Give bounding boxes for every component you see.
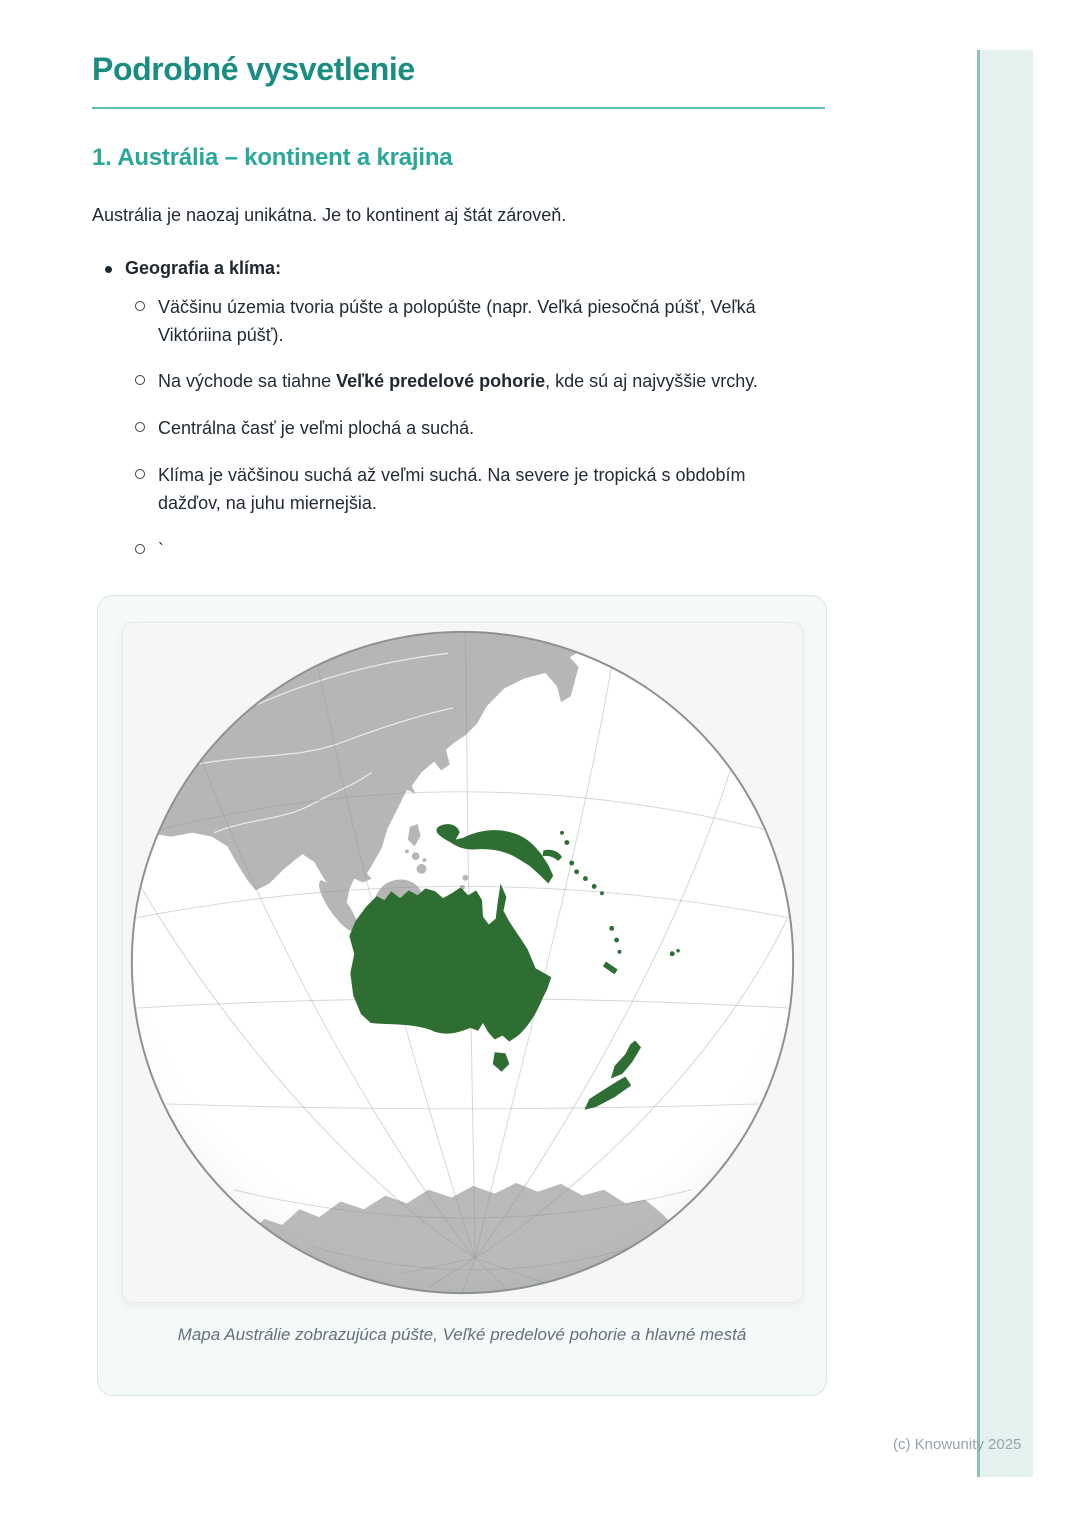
- list-item: [135, 415, 787, 443]
- section-heading: 1. Austrália – kontinent a krajina: [92, 143, 453, 171]
- list-heading: Geografia a klíma:: [92, 258, 825, 279]
- list-item: [135, 537, 787, 565]
- list-item-text: Na východe sa tiahne: [158, 371, 337, 392]
- right-accent-stripe: [977, 50, 1033, 1477]
- figure-caption: Mapa Austrálie zobrazujúca púšte, Veľké predelové pohorie a hlavné mestá: [177, 1324, 747, 1344]
- geography-list: [92, 258, 825, 565]
- list-item-bold-text: Veľké predelové pohorie: [336, 371, 546, 392]
- australia-globe-map: [126, 626, 799, 1299]
- list-item-text: Väčšinu územia tvoria púšte a polopúšte (napr. Veľká piesočná púšť, Veľká Viktóriina púšť).: [158, 296, 756, 345]
- list-item-text: `: [158, 540, 164, 561]
- list-item: [135, 368, 787, 396]
- list-item: [135, 462, 787, 518]
- list-item: [135, 294, 787, 350]
- map-card: [122, 622, 803, 1303]
- intro-paragraph: Austrália je naozaj unikátna. Je to kontinent aj štát zároveň.: [92, 204, 567, 225]
- sub-list: [92, 294, 825, 565]
- figure-australia-map: [97, 595, 827, 1396]
- list-item-text: Centrálna časť je veľmi plochá a suchá.: [158, 418, 475, 439]
- list-item-text: , kde sú aj najvyššie vrchy.: [545, 371, 758, 392]
- copyright-footer: (c) Knowunity 2025: [893, 1436, 1022, 1453]
- page-title: Podrobné vysvetlenie: [92, 51, 415, 87]
- document-body: [92, 0, 825, 1396]
- title-divider: [92, 107, 825, 109]
- list-item-text: Klíma je väčšinou suchá až veľmi suchá. Na severe je tropická s obdobím dažďov, na juhu miernejšia.: [158, 465, 746, 514]
